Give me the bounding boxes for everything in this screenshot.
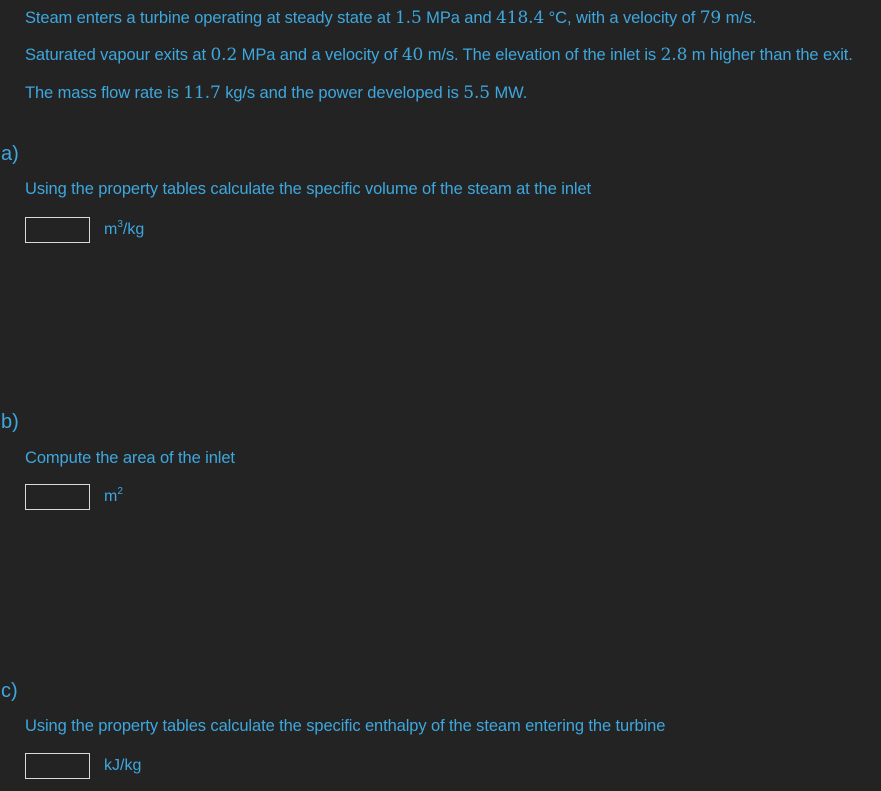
exit-pressure-value: 0.2 <box>210 45 238 65</box>
statement-text: MW. <box>490 84 528 102</box>
inlet-velocity-value: 79 <box>699 8 722 28</box>
unit-base: kJ/kg <box>104 757 142 774</box>
part-a-label: a) <box>1 143 19 165</box>
statement-text: MPa and a velocity of <box>237 46 402 64</box>
part-a-answer-row <box>25 216 144 244</box>
inlet-pressure-value: 1.5 <box>394 8 422 28</box>
part-b-label: b) <box>1 411 19 433</box>
unit-tail: /kg <box>122 221 145 238</box>
statement-text: °C, with a velocity of <box>544 9 700 27</box>
mass-flow-rate-value: 11.7 <box>183 83 221 103</box>
part-c-question: Using the property tables calculate the specific enthalpy of the steam entering the turbine <box>25 717 666 735</box>
part-b-answer-row <box>25 483 123 511</box>
statement-text: kg/s and the power developed is <box>220 84 464 102</box>
unit-exponent: 2 <box>117 486 123 497</box>
part-c-unit <box>104 756 141 776</box>
statement-text: Saturated vapour exits at <box>25 46 211 64</box>
part-a-answer-input[interactable] <box>25 217 90 243</box>
inlet-temperature-value: 418.4 <box>496 8 545 28</box>
unit-base: m <box>104 221 118 238</box>
statement-line-1 <box>25 7 756 29</box>
part-b-answer-input[interactable] <box>25 484 90 510</box>
part-b-unit <box>104 487 123 507</box>
statement-line-2 <box>25 44 853 66</box>
part-c-answer-row <box>25 752 141 780</box>
part-b-question: Compute the area of the inlet <box>25 449 235 467</box>
part-c-label: c) <box>1 680 18 702</box>
elevation-value: 2.8 <box>660 45 688 65</box>
statement-text: The mass flow rate is <box>25 84 184 102</box>
part-a-question: Using the property tables calculate the specific volume of the steam at the inlet <box>25 180 592 198</box>
unit-exponent: 3 <box>117 219 123 230</box>
part-a-unit <box>104 220 144 240</box>
statement-text: Steam enters a turbine operating at steady state at <box>25 9 395 27</box>
power-value: 5.5 <box>463 83 490 103</box>
statement-text: m/s. The elevation of the inlet is <box>423 46 661 64</box>
statement-line-3 <box>25 82 527 104</box>
statement-text: MPa and <box>421 9 497 27</box>
statement-text: m higher than the exit. <box>687 46 853 64</box>
unit-base: m <box>104 488 118 505</box>
statement-text: m/s. <box>721 9 757 27</box>
exit-velocity-value: 40 <box>401 45 424 65</box>
part-c-answer-input[interactable] <box>25 753 90 779</box>
